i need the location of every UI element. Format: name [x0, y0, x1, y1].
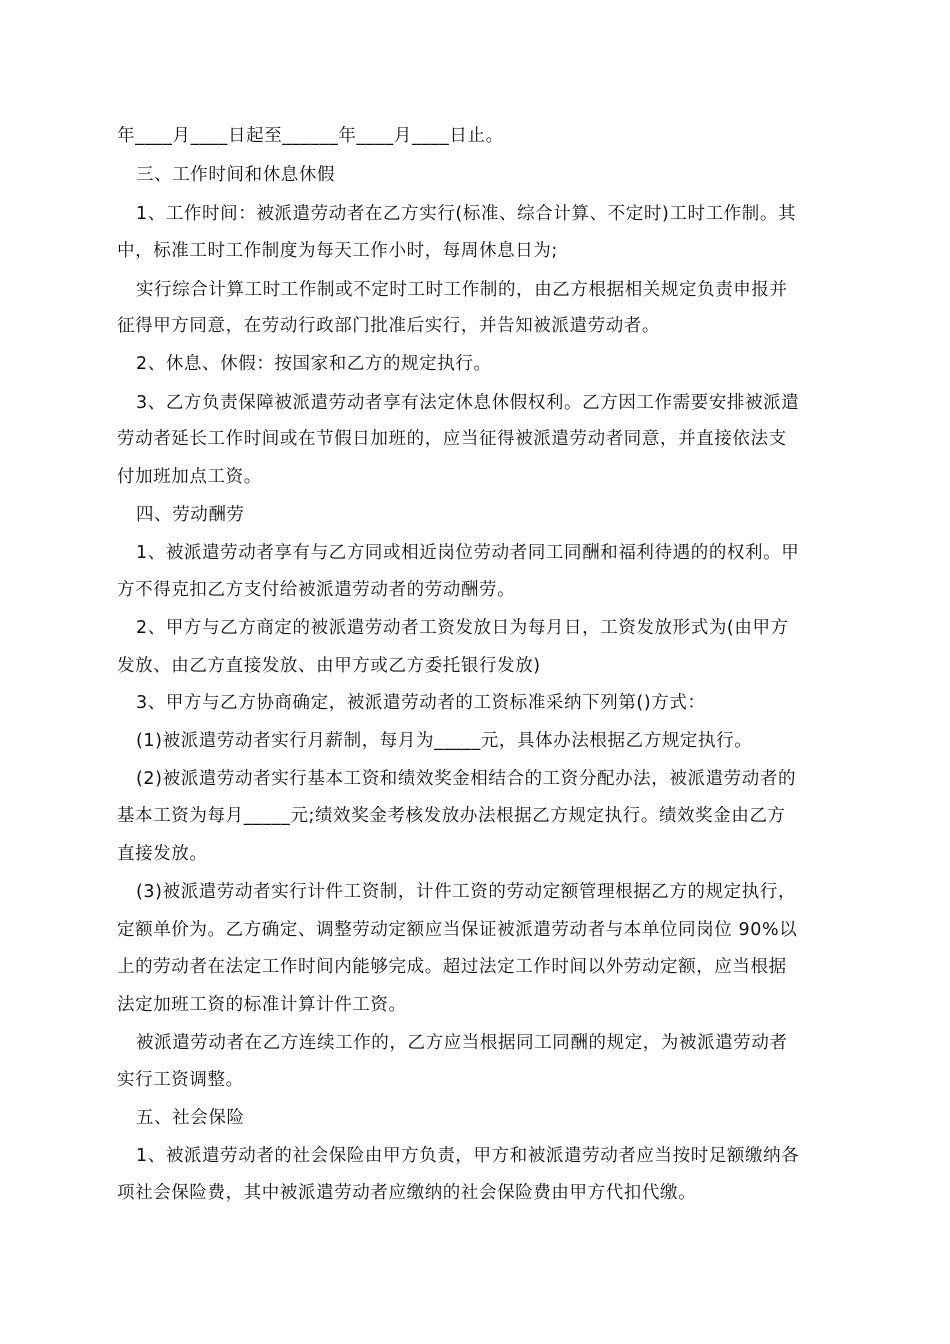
paragraph-line: 定额单价为。乙方确定、调整劳动定额应当保证被派遣劳动者与本单位同岗位 90%以: [117, 920, 798, 940]
paragraph-line: (3)被派遣劳动者实行计件工资制，计件工资的劳动定额管理根据乙方的规定执行，: [136, 882, 797, 902]
paragraph-line: 中，标准工时工作制度为每天工作小时，每周休息日为;: [117, 241, 558, 261]
paragraph-line: 实行综合计算工时工作制或不定时工时工作制的，由乙方根据相关规定负责申报并: [136, 280, 788, 300]
section-heading-work-hours: 三、工作时间和休息休假: [136, 165, 336, 185]
paragraph-line: 发放、由乙方直接发放、由甲方或乙方委托银行发放): [117, 656, 541, 676]
paragraph-line: 项社会保险费，其中被派遣劳动者应缴纳的社会保险费由甲方代扣代缴。: [117, 1183, 697, 1203]
paragraph-line: 征得甲方同意，在劳动行政部门批准后实行，并告知被派遣劳动者。: [117, 316, 660, 336]
paragraph-line: 方不得克扣乙方支付给被派遣劳动者的劳动酬劳。: [117, 580, 516, 600]
paragraph-line: 1、被派遣劳动者享有与乙方同或相近岗位劳动者同工同酬和福利待遇的的权利。甲: [136, 543, 800, 563]
paragraph-line: 直接发放。: [117, 844, 208, 864]
paragraph-line: 法定加班工资的标准计算计件工资。: [117, 995, 407, 1015]
paragraph-line: 1、工作时间：被派遣劳动者在乙方实行(标准、综合计算、不定时)工时工作制。其: [136, 204, 797, 224]
paragraph-line: 实行工资调整。: [117, 1070, 244, 1090]
paragraph-line: 1、被派遣劳动者的社会保险由甲方负责，甲方和被派遣劳动者应当按时足额缴纳各: [136, 1146, 800, 1166]
paragraph-line: 2、休息、休假：按国家和乙方的规定执行。: [136, 354, 492, 374]
paragraph-line: 2、甲方与乙方商定的被派遣劳动者工资发放日为每月日，工资发放形式为(由甲方: [136, 618, 789, 638]
paragraph-line: (2)被派遣劳动者实行基本工资和绩效奖金相结合的工资分配办法，被派遣劳动者的: [136, 769, 797, 789]
paragraph-line-date-range: 年____月____日起至______年____月____日止。: [117, 126, 504, 146]
paragraph-line: 基本工资为每月_____元;绩效奖金考核发放办法根据乙方规定执行。绩效奖金由乙方: [117, 806, 786, 826]
section-heading-remuneration: 四、劳动酬劳: [136, 505, 245, 525]
paragraph-line: 3、乙方负责保障被派遣劳动者享有法定休息休假权利。乙方因工作需要安排被派遣: [136, 393, 800, 413]
paragraph-line: (1)被派遣劳动者实行月薪制，每月为_____元，具体办法根据乙方规定执行。: [136, 731, 753, 751]
paragraph-line: 被派遣劳动者在乙方连续工作的，乙方应当根据同工同酬的规定，为被派遣劳动者: [136, 1033, 788, 1053]
paragraph-line: 3、甲方与乙方协商确定，被派遣劳动者的工资标准采纳下列第()方式：: [136, 693, 706, 713]
paragraph-line: 劳动者延长工作时间或在节假日加班的，应当征得被派遣劳动者同意，并直接依法支: [117, 429, 787, 449]
paragraph-line: 上的劳动者在法定工作时间内能够完成。超过法定工作时间以外劳动定额，应当根据: [117, 957, 787, 977]
paragraph-line: 付加班加点工资。: [117, 467, 262, 487]
section-heading-social-insurance: 五、社会保险: [136, 1108, 245, 1128]
